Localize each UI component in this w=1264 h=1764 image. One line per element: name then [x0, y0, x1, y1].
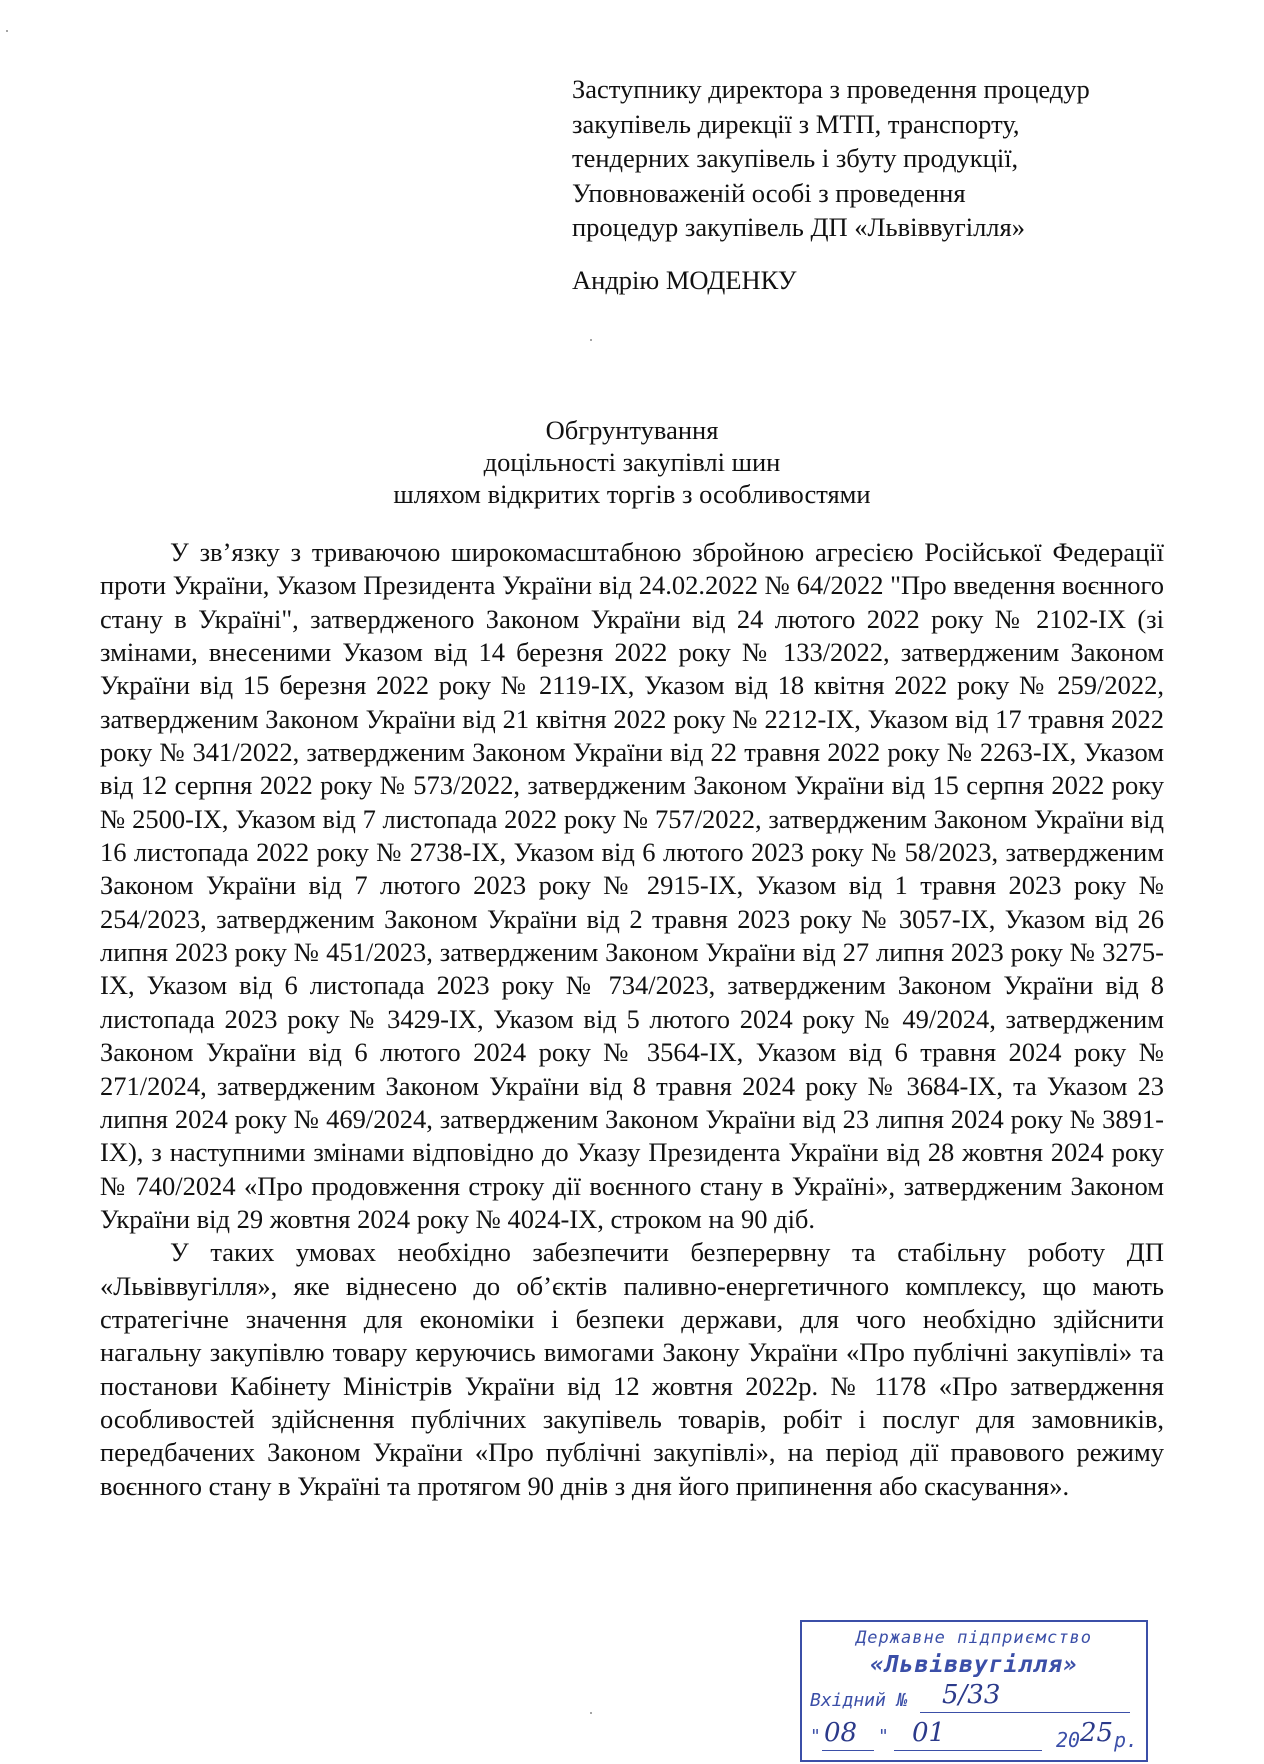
stamp-quote-open: "	[810, 1726, 821, 1747]
title-line-2: доцільності закупівлі шин	[483, 447, 781, 477]
stamp-year-end: р.	[1114, 1728, 1139, 1752]
body-paragraph-2: У таких умовах необхідно забезпечити безперервну та стабільну роботу ДП «Львіввугілля», яке віднесено до об’єктів паливно-енергетичного комплексу, що мають стратегічне значення для економіки і безпеки держави, для чого необхідно здійснити нагальну закупівлю товару керуючись вимогами Закону України «Про публічні закупівлі» та постанови Кабінету Міністрів України від 12 жовтня 2022р. № 1178 «Про затвердження особливостей здійснення публічних закупівель товарів, робіт і послуг для замовників, передбачених Законом України «Про публічні закупівлі», на період дії правового режиму воєнного стану в Україні та протягом 90 днів з дня його припинення або скасування».	[100, 1237, 1164, 1501]
addressee-block	[572, 72, 1192, 297]
scan-speck	[590, 339, 592, 341]
stamp-incoming-label: Вхідний №	[810, 1690, 908, 1711]
addressee-line: Заступнику директора з проведення процедур	[572, 74, 1090, 104]
stamp-year-prefix: 20	[1056, 1728, 1081, 1752]
stamp-day-line	[822, 1750, 874, 1751]
stamp-date-month: 01	[912, 1718, 946, 1748]
addressee-line: Уповноваженій особі з проведення	[572, 177, 966, 208]
addressee-line: тендерних закупівель і збуту продукції,	[572, 143, 1019, 173]
title-line-3: шляхом відкритих торгів з особливостями	[393, 479, 871, 509]
document-body	[100, 536, 1164, 1503]
document-title	[100, 414, 1164, 510]
addressee-line: закупівель дирекції з МТП, транспорту,	[572, 108, 1020, 139]
stamp-date-day: 08	[824, 1718, 858, 1748]
title-line-1: Обгрунтування	[545, 415, 719, 445]
stamp-quote-close: "	[878, 1726, 889, 1747]
registration-stamp	[800, 1620, 1148, 1762]
scan-speck	[6, 30, 8, 32]
scan-speck	[590, 1712, 592, 1714]
stamp-number-line	[920, 1712, 1130, 1713]
stamp-company-name: «Львіввугілля»	[870, 1652, 1078, 1678]
body-paragraph-1: У зв’язку з триваючою широкомасштабною збройною агресією Російської Федерації проти України, Указом Президента України від 24.02.2022 № 64/2022 "Про введення воєнного стану в Україні", затвердженого Законом України від 24 лютого 2022 року № 2102-ІХ (зі змінами, внесеними Указом від 14 березня 2022 року № 133/2022, затвердженим Законом України від 15 березня 2022 року № 2119-IX, Указом від 18 квітня 2022 року № 259/2022, затвердженим Законом України від 21 квітня 2022 року № 2212-IX, Указом від 17 травня 2022 року № 341/2022, затвердженим Законом України від 22 травня 2022 року № 2263-IX, Указом від 12 серпня 2022 року № 573/2022, затвердженим Законом України від 15 серпня 2022 року № 2500-IX, Указом від 7 листопада 2022 року № 757/2022, затвердженим Законом України від 16 листопада 2022 року № 2738-IX, Указом від 6 лютого 2023 року № 58/2023, затвердженим Законом України від 7 лютого 2023 року № 2915-IX, Указом від 1 травня 2023 року № 254/2023, затвердженим Законом України від 2 травня 2023 року № 3057-IX, Указом від 26 липня 2023 року № 451/2023, затвердженим Законом України від 27 липня 2023 року № 3275-IX, Указом від 6 листопада 2023 року № 734/2023, затвердженим Законом України від 8 листопада 2023 року № 3429-IX, Указом від 5 лютого 2024 року № 49/2024, затвердженим Законом України від 6 лютого 2024 року № 3564-IX, Указом від 6 травня 2024 року № 271/2024, затвердженим Законом України від 8 травня 2024 року № 3684-IX, та Указом 23 липня 2024 року № 469/2024, затвердженим Законом України від 23 липня 2024 року № 3891-IX), з наступними змінами відповідно до Указу Президента України від 28 жовтня 2024 року № 740/2024 «Про продовження строку дії воєнного стану в Україні», затвердженим Законом України від 29 жовтня 2024 року № 4024-IX, строком на 90 діб.	[100, 537, 1164, 1234]
stamp-year-suffix: 25	[1080, 1718, 1114, 1748]
stamp-org: Державне підприємство	[856, 1628, 1092, 1648]
stamp-incoming-number: 5/33	[942, 1680, 1001, 1710]
addressee-name: Андрію МОДЕНКУ	[572, 264, 797, 295]
stamp-month-line	[894, 1750, 1042, 1751]
addressee-line: процедур закупівель ДП «Львіввугілля»	[572, 212, 1025, 242]
